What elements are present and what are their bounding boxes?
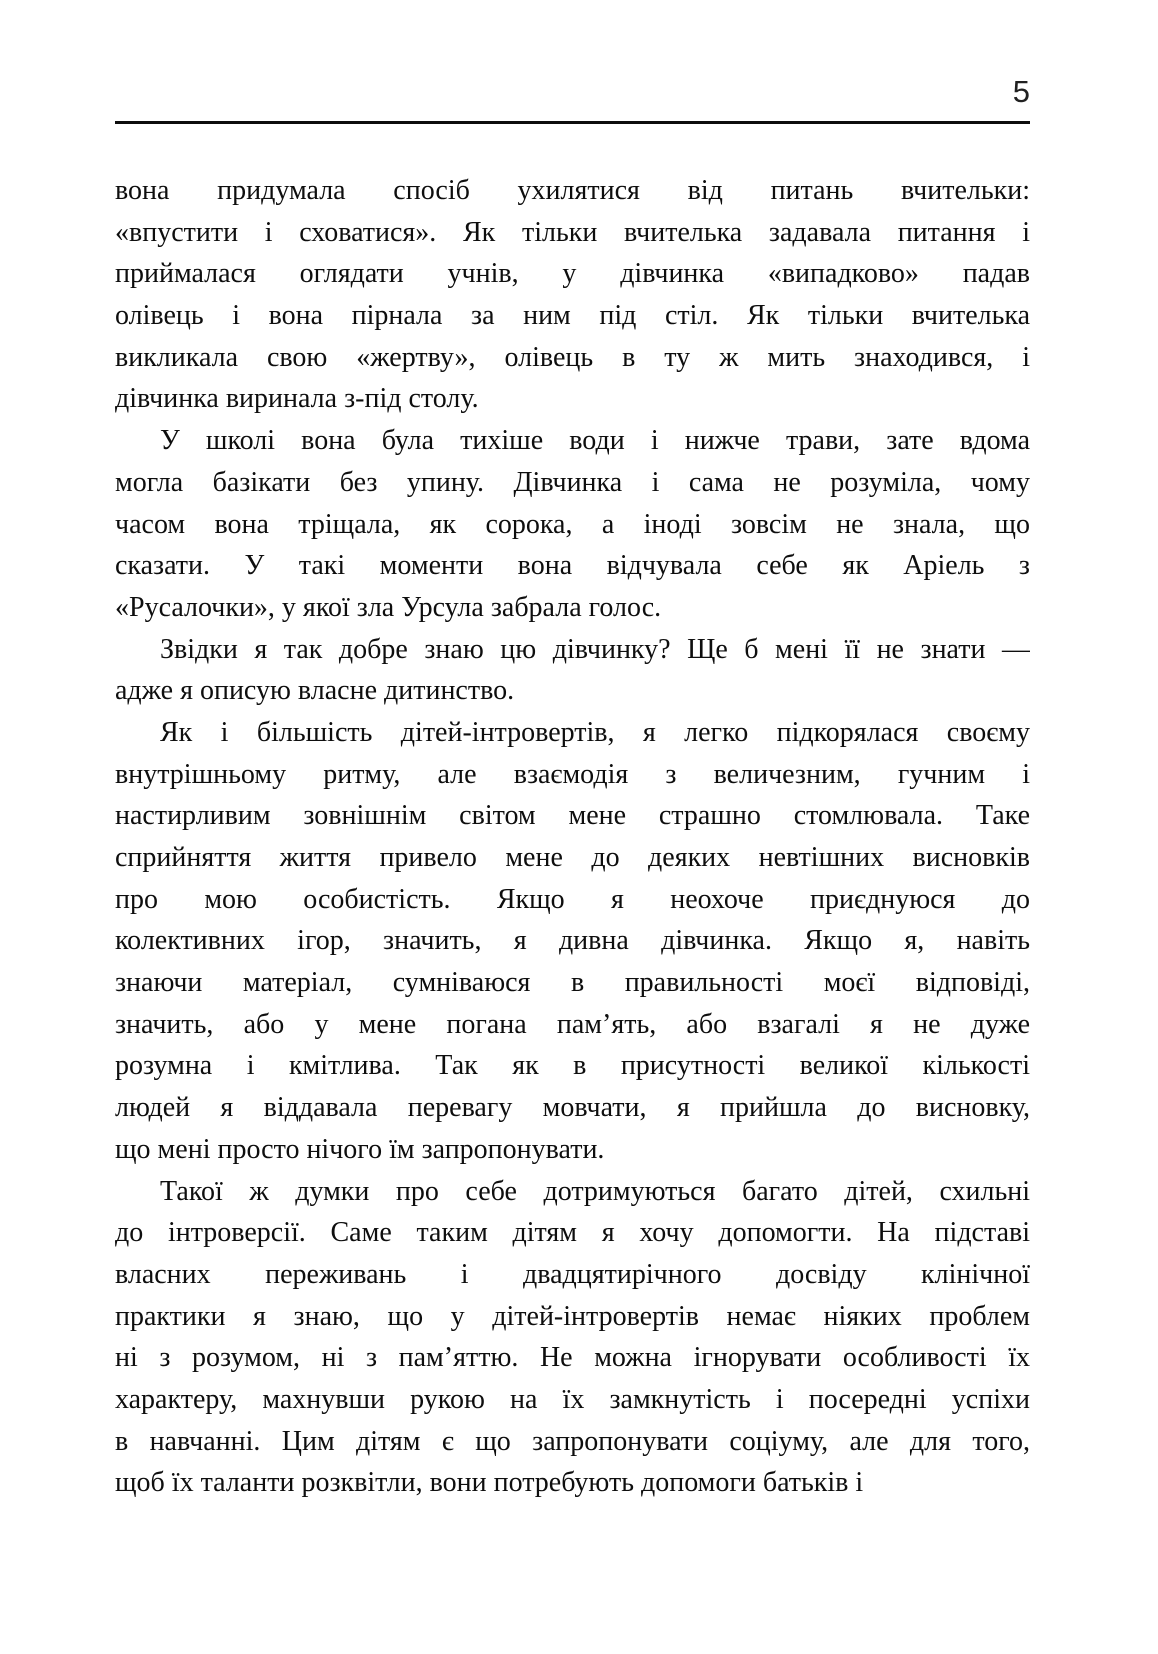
paragraph <box>115 420 1030 628</box>
text-line: знаючи матеріал, сумніваюся в правильності моєї відповіді, <box>115 967 1030 999</box>
text-line: розумна і кмітлива. Так як в присутності великої кількості <box>115 1050 1030 1082</box>
text-line: про мою особистість. Якщо я неохоче приєднуюся до <box>115 883 1030 915</box>
text-line: олівець і вона пірнала за ним під стіл. Як тільки вчителька <box>115 300 1030 332</box>
text-line: сприйняття життя привело мене до деяких невтішних висновків <box>115 842 1030 873</box>
text-line: «впустити і сховатися». Як тільки вчителька задавала питання і <box>115 216 1030 248</box>
text-line: настирливим зовнішнім світом мене страшно стомлювала. Таке <box>115 800 1030 832</box>
paragraph <box>115 170 1030 420</box>
page-number: 5 <box>1012 74 1030 109</box>
paragraph <box>115 1171 1030 1505</box>
text-line: внутрішньому ритму, але взаємодія з величезним, гучним і <box>115 758 1030 790</box>
text-line: щоб їх таланти розквітли, вони потребують допомоги батьків і <box>115 1467 864 1499</box>
text-line: людей я віддавала перевагу мовчати, я прийшла до висновку, <box>115 1092 1030 1124</box>
text-line: до інтроверсії. Саме таким дітям я хочу допомогти. На підставі <box>115 1217 1030 1249</box>
text-line: ні з розумом, ні з пам’яттю. Не можна ігнорувати особливості їх <box>115 1342 1030 1374</box>
text-line: приймалася оглядати учнів, у дівчинка «випадково» падав <box>115 258 1030 290</box>
text-line: Такої ж думки про себе дотримуються багато дітей, схильні <box>160 1175 1030 1207</box>
text-line: вона придумала спосіб ухилятися від питань вчительки: <box>115 175 1030 206</box>
text-line: У школі вона була тихіше води і нижче трави, зате вдома <box>160 425 1030 457</box>
text-line: що мені просто нічого їм запропонувати. <box>115 1133 605 1165</box>
text-line: сказати. У такі моменти вона відчувала себе як Аріель з <box>115 550 1030 582</box>
text-line: дівчинка виринала з-під столу. <box>115 383 479 415</box>
text-line: Звідки я так добре знаю цю дівчинку? Ще б мені її не знати — <box>160 633 1030 665</box>
text-line: Як і більшість дітей-інтровертів, я легко підкорялася своєму <box>160 716 1030 748</box>
text-line: адже я описую власне дитинство. <box>115 675 515 707</box>
text-line: практики я знаю, що у дітей-інтровертів немає ніяких проблем <box>115 1300 1030 1332</box>
text-block <box>115 170 1030 1504</box>
text-line: «Русалочки», у якої зла Урсула забрала голос. <box>115 591 662 623</box>
text-line: характеру, махнувши рукою на їх замкнутість і посередні успіхи <box>115 1383 1030 1415</box>
paragraph <box>115 629 1030 712</box>
paragraph <box>115 712 1030 1171</box>
text-line: викликала свою «жертву», олівець в ту ж мить знаходився, і <box>115 341 1030 373</box>
header-rule <box>115 121 1030 124</box>
text-line: часом вона тріщала, як сорока, а іноді зовсім не знала, що <box>115 508 1030 540</box>
text-line: значить, або у мене погана пам’ять, або взагалі я не дуже <box>115 1008 1030 1040</box>
text-line: в навчанні. Цим дітям є що запропонувати соціуму, але для того, <box>115 1425 1030 1457</box>
text-line: могла базікати без упину. Дівчинка і сама не розуміла, чому <box>115 466 1030 498</box>
text-line: колективних ігор, значить, я дивна дівчинка. Якщо я, навіть <box>115 925 1030 957</box>
text-line: власних переживань і двадцятирічного досвіду клінічної <box>115 1258 1030 1290</box>
